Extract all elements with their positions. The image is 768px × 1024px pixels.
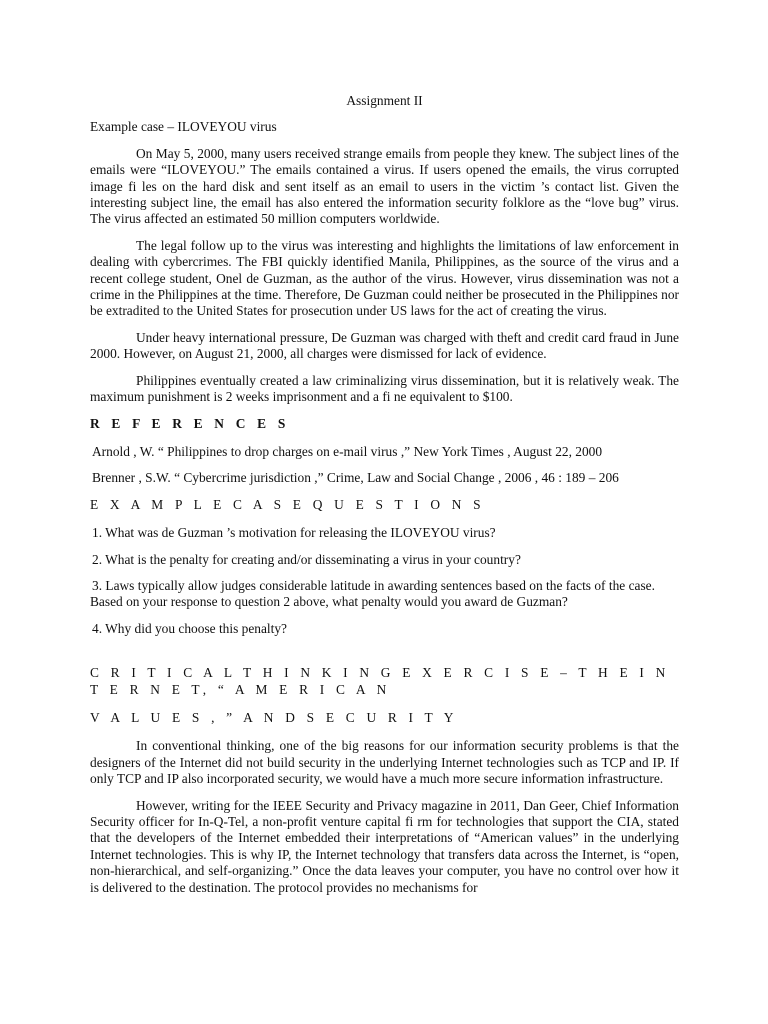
exercise-heading-line-1: C R I T I C A L T H I N K I N G E X E R C I S E – T H E I N T E R N E T, “ A M E R I C A N <box>90 665 670 697</box>
exercise-heading-line-2: V A L U E S , ” A N D S E C U R I T Y <box>90 709 458 725</box>
references-heading: R E F E R E N C E S <box>90 415 290 431</box>
case-paragraph: Philippines eventually created a law criminalizing virus dissemination, but it is relatively weak. The maximum punishment is 2 weeks imprisonment and a fi ne equivalent to $100. <box>90 372 679 405</box>
page-title: Assignment II <box>346 93 423 108</box>
case-questions-heading: E X A M P L E C A S E Q U E S T I O N S <box>90 496 485 512</box>
case-paragraph: Under heavy international pressure, De Guzman was charged with theft and credit card fraud in June 2000. However, on August 21, 2000, all charges were dismissed for lack of evidence. <box>90 329 679 362</box>
reference-item: Brenner , S.W. “ Cybercrime jurisdiction ,” Crime, Law and Social Change , 2006 , 46 : 189 – 206 <box>92 470 619 486</box>
question-item: 2. What is the penalty for creating and/or disseminating a virus in your country? <box>92 551 521 567</box>
reference-item: Arnold , W. “ Philippines to drop charges on e-mail virus ,” New York Times , August 22, 2000 <box>92 443 603 459</box>
case-title: Example case – ILOVEYOU virus <box>90 119 277 135</box>
case-paragraph: On May 5, 2000, many users received strange emails from people they knew. The subject lines of the emails were “ILOVEYOU.” The emails contained a virus. If users opened the emails, the virus corrupted image fi les on the hard disk and sent itself as an email to users in the victim ’s contact list. Given the interesting subject line, the email has also entered the information security folklore as the “love bug” virus. The virus affected an estimated 50 million computers worldwide. <box>90 145 679 227</box>
section-spacer <box>90 647 679 665</box>
exercise-paragraph: In conventional thinking, one of the big reasons for our information security problems is that the designers of the Internet did not build security in the underlying Internet technologies such as TCP and IP. If only TCP and IP also incorporated security, we would have a much more secure information infrastructure. <box>90 738 679 787</box>
exercise-paragraph: However, writing for the IEEE Security and Privacy magazine in 2011, Dan Geer, Chief Information Security officer for In-Q-Tel, a non-profit venture capital fi rm for technologies that support the CIA, stated that the developers of the Internet embedded their interpretations of “American values” in the underlying Internet technologies. This is why IP, the Internet technology that transfers data across the Internet, is “open, non-hierarchical, and self-organizing.” Once the data leaves your computer, you have no control over how it is delivered to the destination. The protocol provides no mechanisms for <box>90 797 679 895</box>
document-page <box>90 93 679 906</box>
question-item: 1. What was de Guzman ’s motivation for releasing the ILOVEYOU virus? <box>92 525 496 541</box>
question-item: 4. Why did you choose this penalty? <box>92 620 288 636</box>
question-item: 3. Laws typically allow judges considerable latitude in awarding sentences based on the facts of the case. Based on your response to question 2 above, what penalty would you award de Guzman? <box>90 577 655 610</box>
case-paragraph: The legal follow up to the virus was interesting and highlights the limitations of law enforcement in dealing with cybercrimes. The FBI quickly identified Manila, Philippines, as the source of the virus and a recent college student, Onel de Guzman, as the author of the virus. However, virus dissemination was not a crime in the Philippines at the time. Therefore, De Guzman could neither be prosecuted in the Philippines nor be extradited to the United States for prosecution under US laws for the act of creating the virus. <box>90 237 679 319</box>
